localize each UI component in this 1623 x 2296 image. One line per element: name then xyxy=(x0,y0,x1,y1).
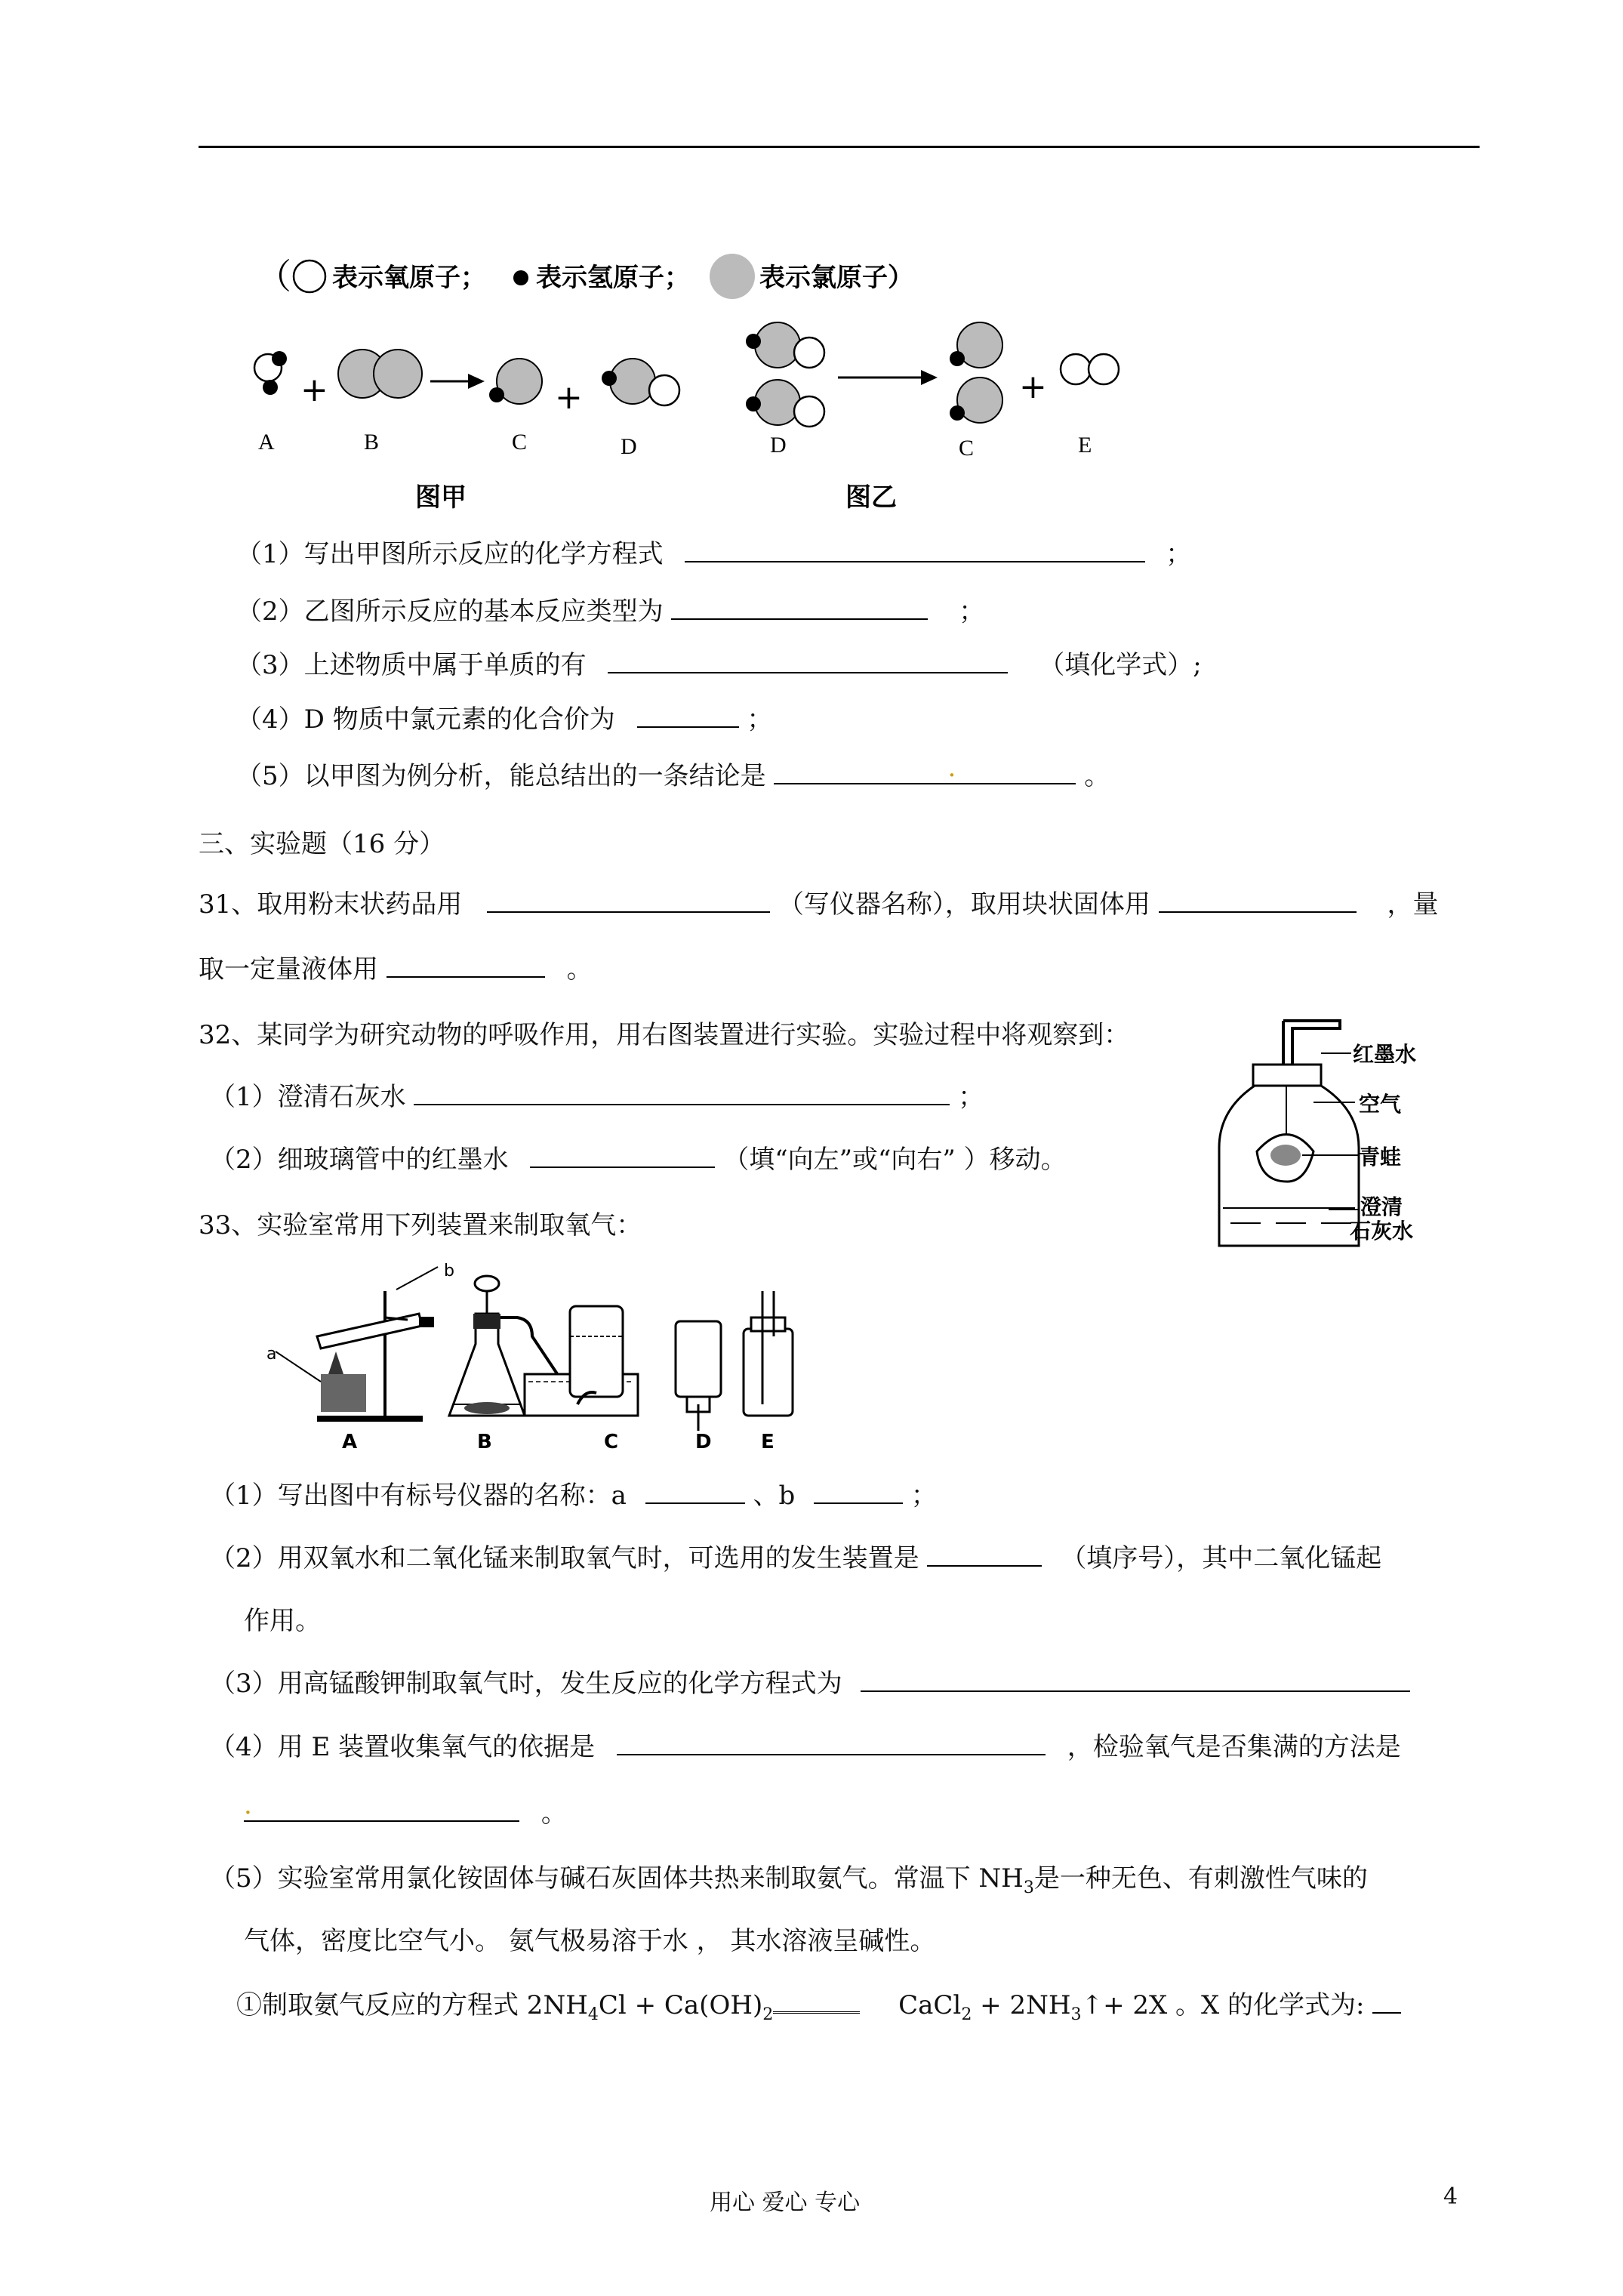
molecule-d-1 xyxy=(602,359,679,405)
label-air: 空气 xyxy=(1359,1092,1402,1117)
molecule-a xyxy=(254,351,287,395)
q30-part1: （1）写出甲图所示反应的化学方程式 ； xyxy=(236,533,1191,570)
q33-part5: （5）实验室常用氯化铵固体与碱石灰固体共热来制取氨气。常温下 $NH_3$是一种无色、有刺激性气味的 xyxy=(210,1863,1368,1897)
svg-text:+: + xyxy=(555,378,583,417)
q33-part2-cont: 作用。 xyxy=(244,1606,321,1636)
answer-blank[interactable] xyxy=(861,1665,1410,1692)
apparatus-a xyxy=(266,1262,454,1422)
q30-part4: （4）D 物质中氯元素的化合价为 ； xyxy=(236,698,772,735)
section-title: 三、实验题（16 分） xyxy=(199,829,445,859)
q33-ammonia-equation: ①制取氨气反应的方程式 $2NH_4Cl + Ca(OH)_2$ CaCl$_2$ + $2NH_3↑+ 2X$ 。X 的化学式为: xyxy=(236,1984,1401,2024)
answer-blank[interactable] xyxy=(1159,886,1357,913)
apparatus-label-b: B xyxy=(477,1431,492,1453)
svg-text:+: + xyxy=(1019,368,1047,406)
molecule-c-1 xyxy=(489,359,542,404)
label-d-2: D xyxy=(770,433,787,458)
answer-blank[interactable] xyxy=(1372,1986,1401,2014)
label-e: E xyxy=(1078,433,1092,458)
answer-blank[interactable]: . xyxy=(774,757,1076,784)
figure-jia-caption: 图甲 xyxy=(415,482,467,513)
oxygen-atom-icon xyxy=(294,260,325,292)
hydrogen-atom-icon xyxy=(513,270,528,285)
q33-part4-cont: . 。 xyxy=(244,1790,567,1829)
svg-text:+: + xyxy=(300,371,328,409)
label-c: C xyxy=(512,430,528,455)
header-rule xyxy=(199,146,1480,148)
molecule-e xyxy=(1061,354,1119,384)
molecule-d-2 xyxy=(746,322,824,427)
label-a: A xyxy=(258,430,275,455)
label-limewater-2: 石灰水 xyxy=(1350,1219,1414,1244)
q32-stem: 32、某同学为研究动物的呼吸作用，用右图装置进行实验。实验过程中将观察到： xyxy=(199,1020,1130,1050)
label-d: D xyxy=(621,434,637,459)
answer-blank[interactable] xyxy=(617,1728,1046,1755)
apparatus-label-c: C xyxy=(604,1431,619,1453)
tag-a: a xyxy=(266,1345,277,1364)
oxygen-apparatus-figure xyxy=(260,1261,887,1457)
answer-blank[interactable] xyxy=(637,701,739,728)
figure-yi-caption: 图乙 xyxy=(845,482,897,513)
label-red-ink: 红墨水 xyxy=(1353,1042,1417,1067)
answer-blank[interactable] xyxy=(487,886,770,913)
footer-motto: 用心 爱心 专心 xyxy=(710,2190,861,2216)
answer-blank[interactable] xyxy=(608,646,1008,673)
label-b: B xyxy=(364,430,380,455)
apparatus-c xyxy=(525,1306,638,1416)
answer-blank[interactable] xyxy=(685,535,1145,562)
answer-blank[interactable] xyxy=(671,593,928,620)
answer-blank[interactable] xyxy=(645,1477,745,1504)
q30-part2: （2）乙图所示反应的基本反应类型为 ； xyxy=(236,590,984,627)
q32-part1: （1）澄清石灰水 ； xyxy=(210,1076,984,1113)
tag-b: b xyxy=(444,1262,454,1281)
chlorine-atom-icon xyxy=(710,254,755,299)
answer-blank[interactable] xyxy=(814,1477,903,1504)
q33-part1: （1）写出图中有标号仪器的名称：a 、b ； xyxy=(210,1475,937,1512)
answer-blank[interactable] xyxy=(530,1141,715,1168)
reaction-diagram xyxy=(242,306,1185,525)
q30-part5: （5）以甲图为例分析，能总结出的一条结论是 . 。 xyxy=(236,753,1110,791)
apparatus-e xyxy=(744,1291,793,1416)
q30-part3: （3）上述物质中属于单质的有 （填化学式）; xyxy=(236,644,1202,681)
apparatus-label-a: A xyxy=(342,1431,358,1453)
answer-blank[interactable] xyxy=(927,1539,1042,1567)
answer-blank[interactable] xyxy=(414,1078,950,1105)
q33-stem: 33、实验室常用下列装置来制取氧气： xyxy=(199,1210,642,1240)
legend-oxygen-label: 表示氧原子； xyxy=(332,263,486,293)
q31-line2: 取一定量液体用 。 xyxy=(199,948,593,985)
q33-part4: （4）用 E 装置收集氧气的依据是 ，检验氧气是否集满的方法是 xyxy=(210,1726,1401,1763)
legend-chlorine-label: 表示氯原子） xyxy=(759,263,913,293)
legend-open-paren: （ xyxy=(257,256,291,297)
page-number: 4 xyxy=(1443,2184,1458,2210)
answer-blank[interactable] xyxy=(387,951,545,978)
legend-hydrogen-label: 表示氢原子； xyxy=(536,263,690,293)
apparatus-label-d: D xyxy=(695,1431,712,1453)
apparatus-d xyxy=(676,1321,721,1431)
reaction-condition-mark xyxy=(773,1996,860,2014)
molecule-c-2 xyxy=(950,322,1002,423)
frog-respiration-apparatus xyxy=(1208,1012,1434,1261)
q33-part2: （2）用双氧水和二氧化锰来制取氧气时，可选用的发生装置是 （填序号），其中二氧化锰起 xyxy=(210,1537,1381,1574)
label-frog: 青蛙 xyxy=(1359,1145,1402,1170)
q33-part3: （3）用高锰酸钾制取氧气时，发生反应的化学方程式为 xyxy=(210,1663,1410,1700)
answer-blank[interactable]: . xyxy=(244,1795,519,1822)
q31-line1: 31、取用粉末状药品用 （写仪器名称），取用块状固体用 ，量 xyxy=(199,883,1439,920)
label-limewater-1: 澄清 xyxy=(1360,1194,1403,1219)
q33-part5-cont: 气体，密度比空气小。 氨气极易溶于水 ， 其水溶液呈碱性。 xyxy=(244,1926,936,1956)
label-c-2: C xyxy=(959,436,975,461)
apparatus-label-e: E xyxy=(761,1431,775,1453)
q32-part2: （2）细玻璃管中的红墨水 （填“向左”或“向右” ）移动。 xyxy=(210,1139,1067,1176)
molecule-b xyxy=(338,350,422,398)
atom-legend xyxy=(257,249,966,302)
